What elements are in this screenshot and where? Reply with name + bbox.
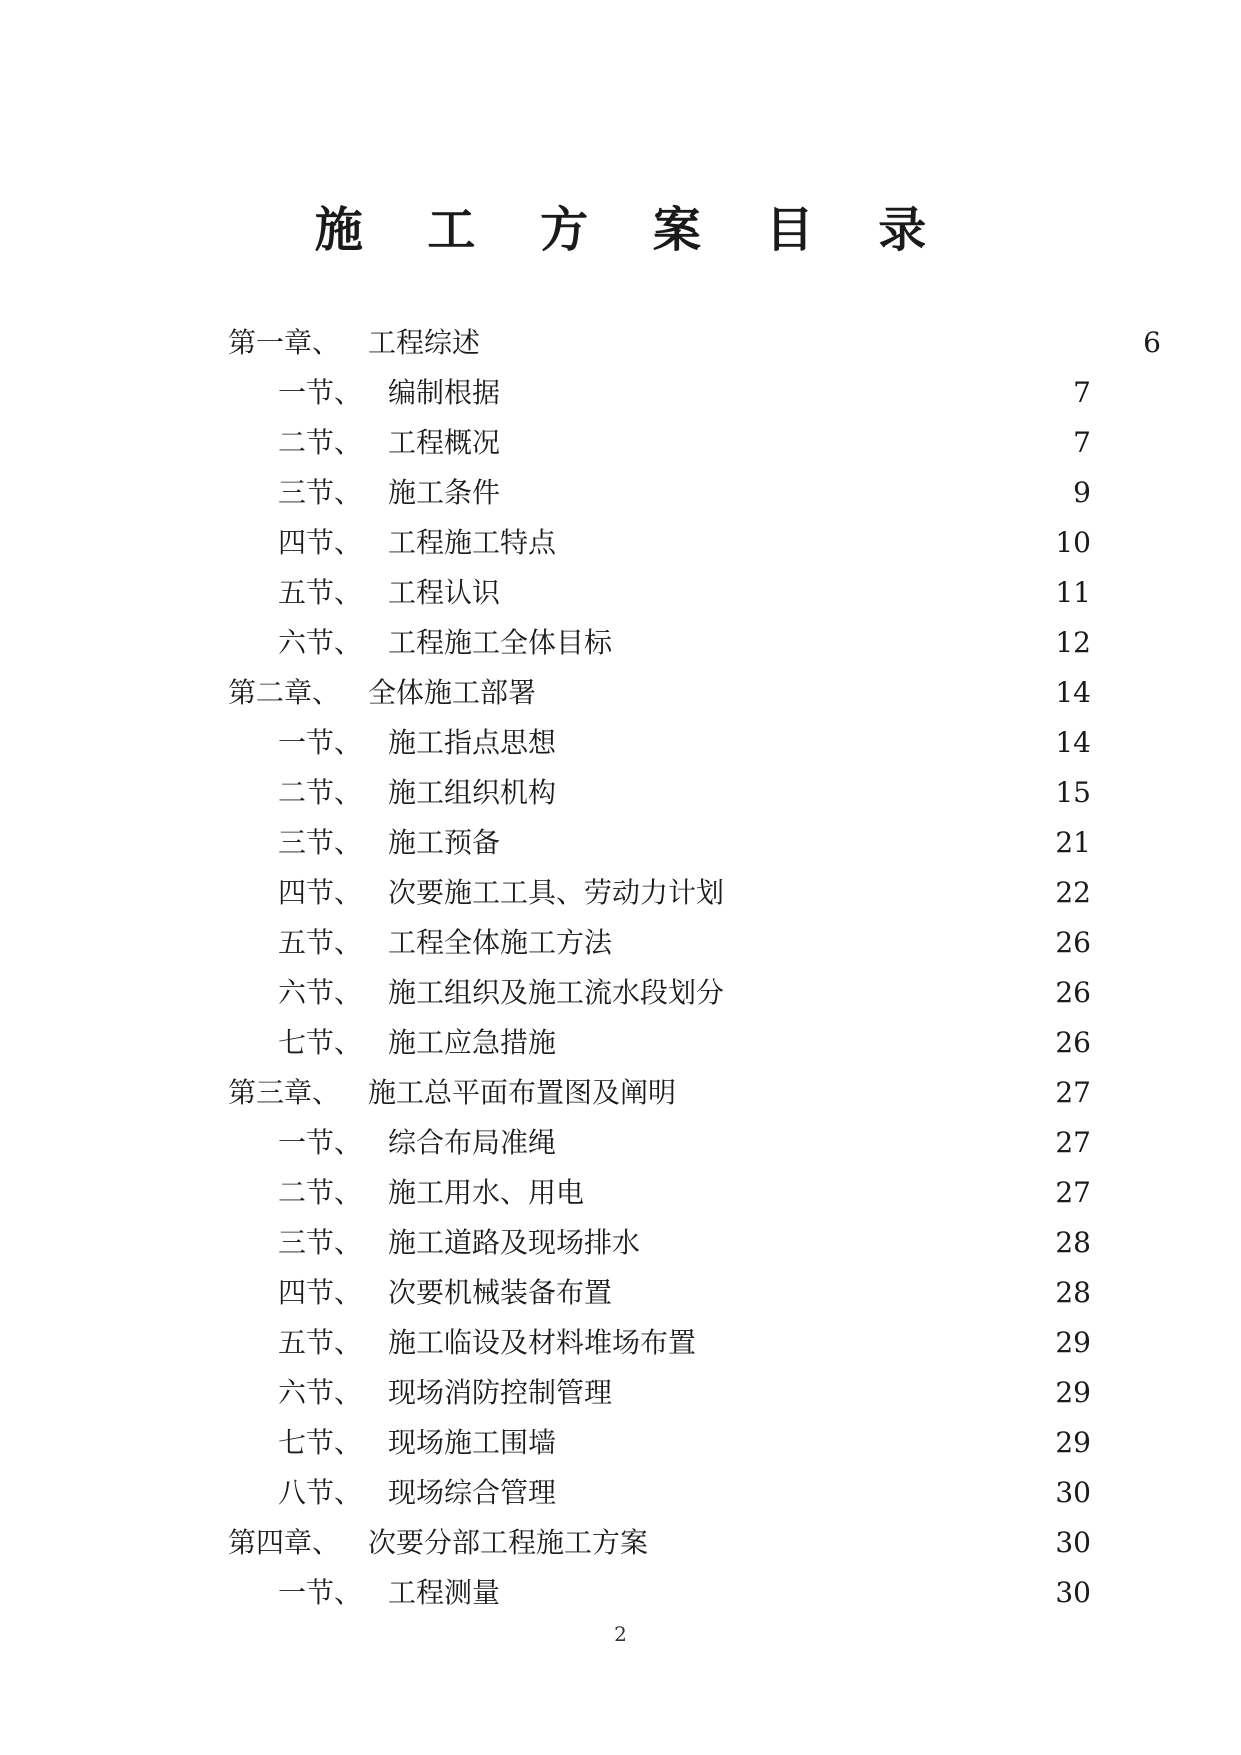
toc-section-row[interactable] xyxy=(0,718,1241,768)
toc-entry-number: 四节、 xyxy=(278,1276,363,1309)
toc-entry-number: 一节、 xyxy=(278,1126,363,1159)
toc-section-row[interactable] xyxy=(0,468,1241,518)
toc-entry-number: 五节、 xyxy=(278,1326,363,1359)
toc-section-row[interactable] xyxy=(0,1018,1241,1068)
toc-entry-number: 第四章、 xyxy=(228,1526,341,1559)
toc-entry-page: 26 xyxy=(1055,1026,1091,1059)
toc-entry-page: 27 xyxy=(1055,1176,1091,1209)
toc-section-row[interactable] xyxy=(0,768,1241,818)
toc-entry-page: 10 xyxy=(1055,526,1091,559)
toc-entry-number: 一节、 xyxy=(278,376,363,409)
page-number: 2 xyxy=(614,1622,627,1646)
toc-entry-number: 二节、 xyxy=(278,776,363,809)
toc-entry-title: 施工临设及材料堆场布置 xyxy=(388,1326,697,1359)
toc-entry-page: 27 xyxy=(1055,1076,1091,1109)
toc-section-row[interactable] xyxy=(0,1318,1241,1368)
toc-entry-title: 现场消防控制管理 xyxy=(388,1376,613,1409)
toc-section-row[interactable] xyxy=(0,618,1241,668)
toc-entry-title: 施工指点思想 xyxy=(388,726,557,759)
table-of-contents xyxy=(0,318,1241,1618)
toc-entry-title: 施工用水、用电 xyxy=(388,1176,585,1209)
toc-chapter-row[interactable] xyxy=(0,1518,1241,1568)
toc-entry-number: 五节、 xyxy=(278,926,363,959)
toc-section-row[interactable] xyxy=(0,1418,1241,1468)
toc-entry-page: 28 xyxy=(1055,1276,1091,1309)
toc-entry-title: 工程施工全体目标 xyxy=(388,626,613,659)
toc-entry-title: 施工预备 xyxy=(388,826,501,859)
toc-entry-number: 六节、 xyxy=(278,626,363,659)
toc-entry-number: 三节、 xyxy=(278,476,363,509)
toc-entry-number: 七节、 xyxy=(278,1026,363,1059)
toc-entry-page: 29 xyxy=(1055,1376,1091,1409)
toc-entry-number: 八节、 xyxy=(278,1476,363,1509)
toc-entry-number: 第三章、 xyxy=(228,1076,341,1109)
toc-entry-number: 二节、 xyxy=(278,426,363,459)
toc-entry-page: 15 xyxy=(1055,776,1091,809)
toc-section-row[interactable] xyxy=(0,568,1241,618)
toc-entry-number: 三节、 xyxy=(278,1226,363,1259)
toc-entry-title: 施工道路及现场排水 xyxy=(388,1226,641,1259)
toc-entry-number: 一节、 xyxy=(278,1576,363,1609)
toc-entry-number: 六节、 xyxy=(278,976,363,1009)
toc-entry-title: 全体施工部署 xyxy=(368,676,537,709)
document-title: 施 工 方 案 目 录 xyxy=(314,202,951,258)
toc-entry-title: 工程全体施工方法 xyxy=(388,926,613,959)
toc-entry-number: 一节、 xyxy=(278,726,363,759)
toc-section-row[interactable] xyxy=(0,1568,1241,1618)
toc-entry-title: 编制根据 xyxy=(388,376,501,409)
toc-entry-number: 二节、 xyxy=(278,1176,363,1209)
toc-chapter-row[interactable] xyxy=(0,668,1241,718)
toc-entry-title: 次要分部工程施工方案 xyxy=(368,1526,649,1559)
toc-entry-page: 14 xyxy=(1055,676,1091,709)
toc-entry-page: 30 xyxy=(1055,1526,1091,1559)
toc-chapter-row[interactable] xyxy=(0,318,1241,368)
toc-entry-number: 七节、 xyxy=(278,1426,363,1459)
toc-entry-page: 26 xyxy=(1055,926,1091,959)
toc-entry-title: 施工组织及施工流水段划分 xyxy=(388,976,725,1009)
toc-entry-page: 30 xyxy=(1055,1576,1091,1609)
toc-entry-title: 现场综合管理 xyxy=(388,1476,557,1509)
toc-entry-title: 次要施工工具、劳动力计划 xyxy=(388,876,725,909)
toc-entry-page: 7 xyxy=(1073,376,1091,409)
toc-entry-title: 施工应急措施 xyxy=(388,1026,557,1059)
toc-section-row[interactable] xyxy=(0,1468,1241,1518)
toc-entry-title: 施工条件 xyxy=(388,476,501,509)
toc-entry-number: 第一章、 xyxy=(228,326,341,359)
toc-entry-number: 四节、 xyxy=(278,526,363,559)
toc-section-row[interactable] xyxy=(0,368,1241,418)
toc-section-row[interactable] xyxy=(0,1368,1241,1418)
toc-entry-page: 22 xyxy=(1055,876,1091,909)
toc-entry-page: 7 xyxy=(1073,426,1091,459)
toc-entry-title: 施工组织机构 xyxy=(388,776,557,809)
toc-entry-title: 工程概况 xyxy=(388,426,501,459)
toc-entry-page: 28 xyxy=(1055,1226,1091,1259)
toc-section-row[interactable] xyxy=(0,918,1241,968)
toc-entry-page: 30 xyxy=(1055,1476,1091,1509)
toc-section-row[interactable] xyxy=(0,1218,1241,1268)
toc-entry-title: 综合布局准绳 xyxy=(388,1126,557,1159)
toc-entry-title: 工程综述 xyxy=(368,326,481,359)
toc-entry-number: 六节、 xyxy=(278,1376,363,1409)
toc-entry-number: 四节、 xyxy=(278,876,363,909)
toc-section-row[interactable] xyxy=(0,1168,1241,1218)
toc-section-row[interactable] xyxy=(0,818,1241,868)
toc-section-row[interactable] xyxy=(0,868,1241,918)
toc-entry-title: 工程认识 xyxy=(388,576,501,609)
toc-entry-title: 工程测量 xyxy=(388,1576,501,1609)
toc-section-row[interactable] xyxy=(0,1118,1241,1168)
toc-entry-page: 21 xyxy=(1055,826,1091,859)
toc-entry-page: 26 xyxy=(1055,976,1091,1009)
toc-entry-title: 次要机械装备布置 xyxy=(388,1276,613,1309)
toc-entry-number: 第二章、 xyxy=(228,676,341,709)
toc-entry-page: 27 xyxy=(1055,1126,1091,1159)
toc-entry-page: 12 xyxy=(1055,626,1091,659)
toc-entry-page: 14 xyxy=(1055,726,1091,759)
toc-section-row[interactable] xyxy=(0,518,1241,568)
toc-section-row[interactable] xyxy=(0,968,1241,1018)
toc-entry-page: 29 xyxy=(1055,1426,1091,1459)
toc-entry-title: 现场施工围墙 xyxy=(388,1426,557,1459)
toc-entry-page: 11 xyxy=(1055,576,1091,609)
toc-entry-page: 9 xyxy=(1073,476,1091,509)
toc-entry-title: 工程施工特点 xyxy=(388,526,557,559)
toc-section-row[interactable] xyxy=(0,418,1241,468)
toc-entry-title: 施工总平面布置图及阐明 xyxy=(368,1076,677,1109)
toc-entry-page: 29 xyxy=(1055,1326,1091,1359)
toc-entry-page: 6 xyxy=(1143,326,1161,359)
toc-entry-number: 五节、 xyxy=(278,576,363,609)
toc-chapter-row[interactable] xyxy=(0,1068,1241,1118)
toc-entry-number: 三节、 xyxy=(278,826,363,859)
toc-section-row[interactable] xyxy=(0,1268,1241,1318)
